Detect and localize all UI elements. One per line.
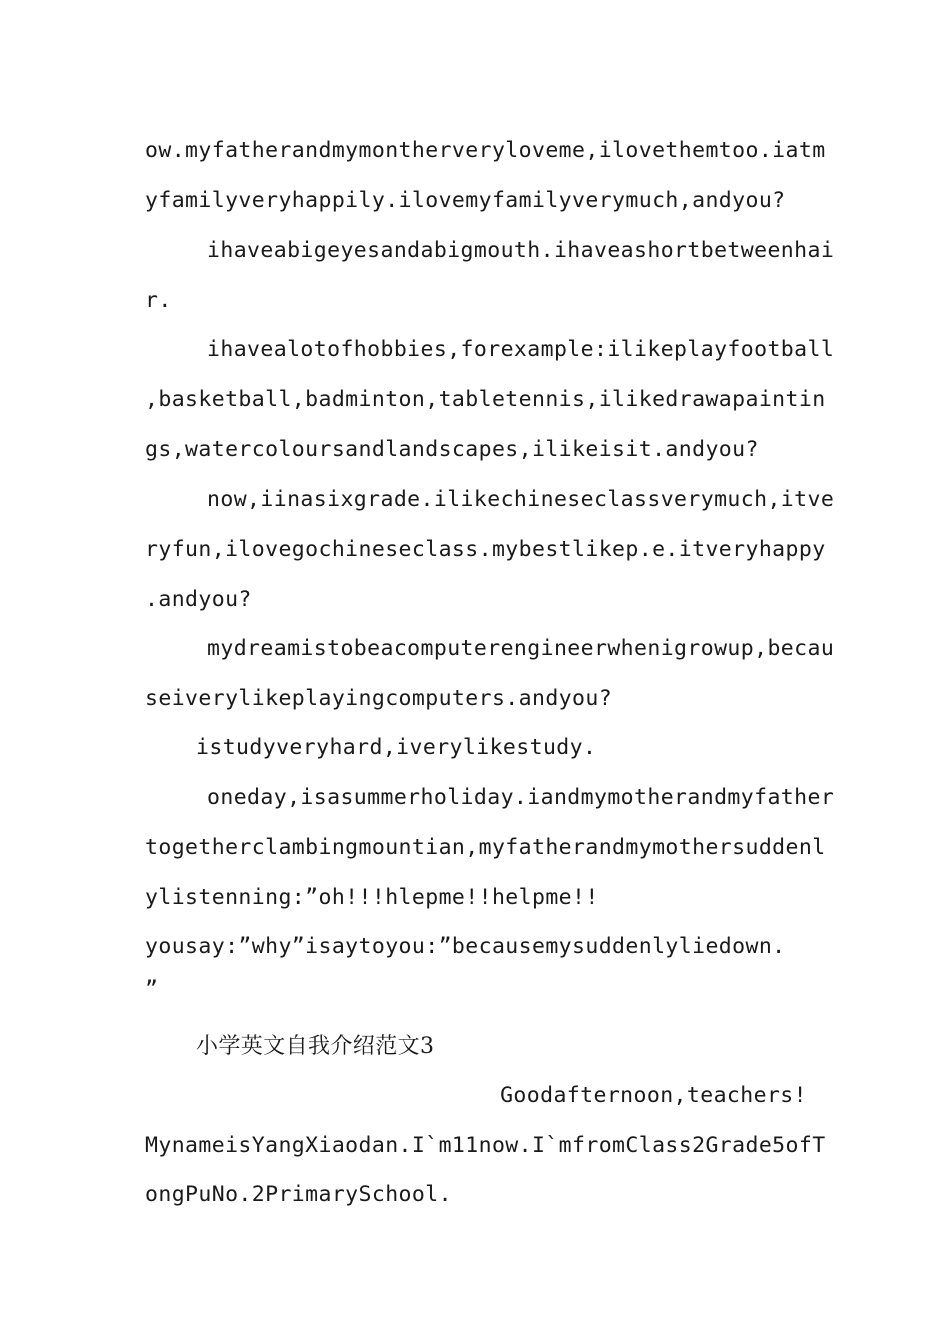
paragraph-start-line: mydreamistobeacomputerengineerwhenigrowup,becau — [207, 636, 835, 661]
paragraph-start-line: istudyveryhard,iverylikestudy. — [196, 735, 597, 760]
paragraph-start-line: now,iinasixgrade.ilikechineseclassverymuch,itve — [207, 487, 835, 512]
text-line: r. — [145, 288, 172, 313]
text-line: MynameisYangXiaodan.I`m11now.I`mfromClass2Grade5ofT — [145, 1133, 826, 1158]
text-line: ongPuNo.2PrimarySchool. — [145, 1182, 452, 1207]
text-line: yousay:”why”isaytoyou:”becausemysuddenlyliedown. — [145, 934, 786, 959]
greeting-line: Goodafternoon,teachers! — [500, 1083, 807, 1108]
text-line: ” — [145, 977, 159, 1002]
text-line: seiverylikeplayingcomputers.andyou? — [145, 686, 613, 711]
text-line: ylistenning:”oh!!!hlepme!!helpme!! — [145, 885, 599, 910]
paragraph-start-line: ihaveabigeyesandabigmouth.ihaveashortbetweenhai — [207, 238, 835, 263]
text-line: ryfun,ilovegochineseclass.mybestlikep.e.itveryhappy — [145, 537, 826, 562]
text-line: gs,watercoloursandlandscapes,ilikeisit.andyou? — [145, 437, 759, 462]
text-line: yfamilyveryhappily.ilovemyfamilyverymuch,andyou? — [145, 188, 786, 213]
section-heading: 小学英文自我介绍范文3 — [196, 1034, 435, 1059]
text-line: togetherclambingmountian,myfatherandmymothersuddenl — [145, 835, 826, 860]
text-line: .andyou? — [145, 587, 252, 612]
paragraph-start-line: oneday,isasummerholiday.iandmymotherandmyfather — [207, 785, 835, 810]
text-line: ,basketball,badminton,tabletennis,ilikedrawapaintin — [145, 387, 826, 412]
paragraph-start-line: ihavealotofhobbies,forexample:ilikeplayfootball — [207, 337, 835, 362]
text-line: ow.myfatherandmymontherveryloveme,ilovethemtoo.iatm — [145, 138, 826, 163]
